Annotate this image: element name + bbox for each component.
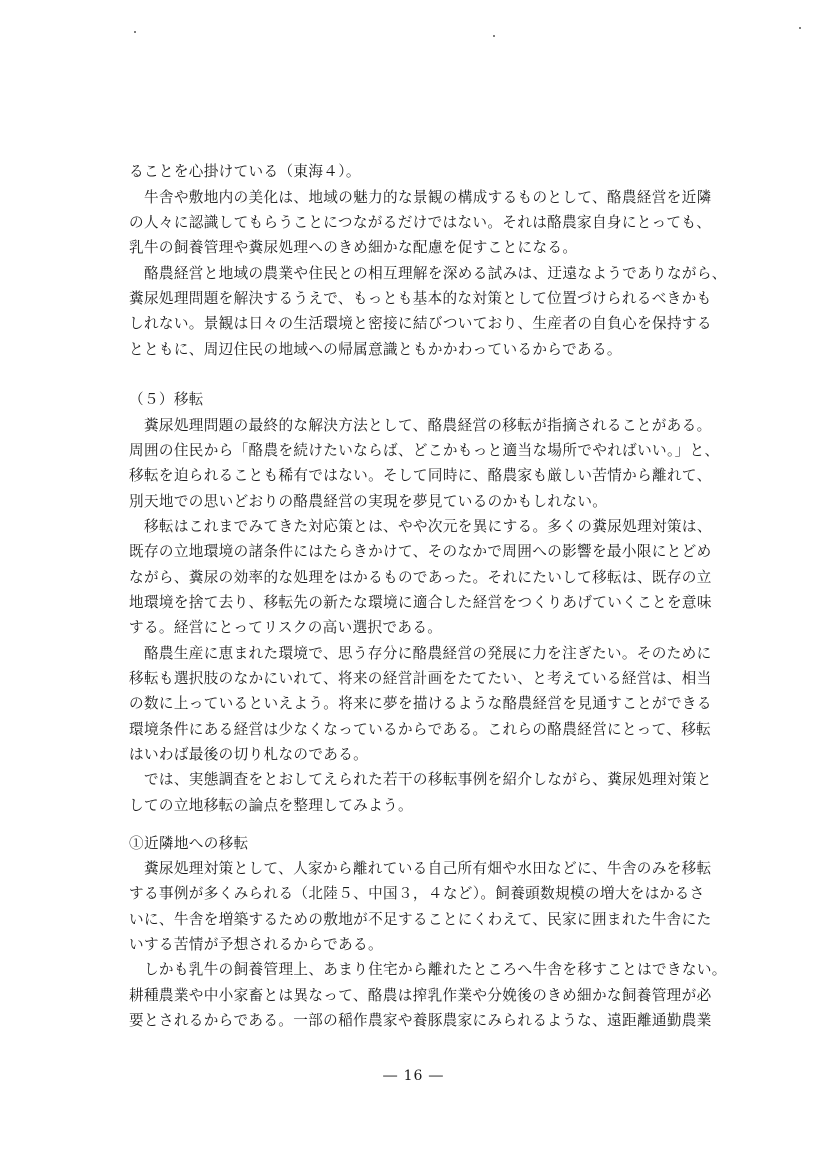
scan-speck — [493, 35, 495, 37]
text-line: 環境条件にある経営は少なくなっているからである。これらの酪農経営にとって、移転 — [129, 721, 712, 738]
text-line: ることを心掛けている（東海４）。 — [129, 163, 361, 180]
text-line: しかも乳牛の飼養管理上、あまり住宅から離れたところへ牛舎を移すことはできない。 — [129, 961, 727, 978]
text-line: 牛舎や敷地内の美化は、地域の魅力的な景観の構成するものとして、酪農経営を近隣 — [129, 189, 712, 206]
text-line: 耕種農業や中小家畜とは異なって、酪農は搾乳作業や分娩後のきめ細かな飼養管理が必 — [129, 987, 712, 1004]
text-line: しれない。景観は日々の生活環境と密接に結びついており、生産者の自負心を保持する — [129, 315, 712, 332]
scan-speck — [134, 31, 136, 33]
text-line: する。経営にとってリスクの高い選択である。 — [129, 619, 443, 636]
text-line: の人々に認識してもらうことにつながるだけではない。それは酪農家自身にとっても、 — [129, 214, 712, 231]
text-line: 移転を迫られることも稀有ではない。そして同時に、酪農家も厳しい苦情から離れて、 — [129, 467, 712, 484]
text-line: 既存の立地環境の諸条件にはたらきかけて、そのなかで周囲への影響を最小限にとどめ — [129, 543, 712, 560]
text-line: 糞尿処理対策として、人家から離れている自己所有畑や水田などに、牛舎のみを移転 — [129, 860, 712, 877]
text-line: 地環境を捨て去り、移転先の新たな環境に適合した経営をつくりあげていくことを意味 — [129, 594, 712, 611]
text-line: 糞尿処理問題を解決するうえで、もっとも基本的な対策として位置づけられるべきかも — [129, 290, 712, 307]
text-line: 乳牛の飼養管理や糞尿処理へのきめ細かな配慮を促すことになる。 — [129, 239, 578, 256]
text-line: とともに、周辺住民の地域への帰属意識ともかかわっているからである。 — [129, 341, 622, 358]
page-number: ― 16 ― — [383, 1068, 444, 1084]
text-line: 移転も選択肢のなかにいれて、将来の経営計画をたてたい、と考えている経営は、相当 — [129, 670, 712, 687]
text-line: いする苦情が予想されるからである。 — [129, 936, 383, 953]
text-line: する事例が多くみられる（北陸５、中国３，４など）。飼養頭数規模の増大をはかるさ — [129, 885, 705, 902]
text-line: 酪農生産に恵まれた環境で、思う存分に酪農経営の発展に力を注ぎたい。そのために — [129, 645, 712, 662]
text-line: の数に上っているといえよう。将来に夢を描けるような酪農経営を見通すことができる — [129, 695, 712, 712]
text-line: 別天地での思いどおりの酪農経営の実現を夢見ているのかもしれない。 — [129, 493, 608, 510]
text-line: 酪農経営と地域の農業や住民との相互理解を深める試みは、迂遠なようでありながら、 — [129, 265, 727, 282]
section-heading: （５）移転 — [129, 391, 204, 408]
text-line: いに、牛舎を増築するための敷地が不足することにくわえて、民家に囲まれた牛舎にた — [129, 911, 712, 928]
text-line: 糞尿処理問題の最終的な解決方法として、酪農経営の移転が指摘されることがある。 — [129, 417, 712, 434]
text-line: 移転はこれまでみてきた対応策とは、やや次元を異にする。多くの糞尿処理対策は、 — [129, 518, 712, 535]
text-line: ながら、糞尿の効率的な処理をはかるものであった。それにたいして移転は、既存の立 — [129, 569, 712, 586]
text-line: 要とされるからである。一部の稲作農家や養豚農家にみられるような、遠距離通勤農業 — [129, 1012, 712, 1029]
scan-speck — [799, 27, 801, 29]
text-line: しての立地移転の論点を整理してみよう。 — [129, 797, 413, 814]
text-line: では、実態調査をとおしてえられた若干の移転事例を紹介しながら、糞尿処理対策と — [129, 771, 712, 788]
text-line: 周囲の住民から「酪農を続けたいならば、どこかもっと適当な場所でやればいい。」と、 — [129, 442, 720, 459]
text-line: はいわば最後の切り札なのである。 — [129, 746, 369, 763]
subsection-heading: ①近隣地への移転 — [129, 835, 249, 852]
